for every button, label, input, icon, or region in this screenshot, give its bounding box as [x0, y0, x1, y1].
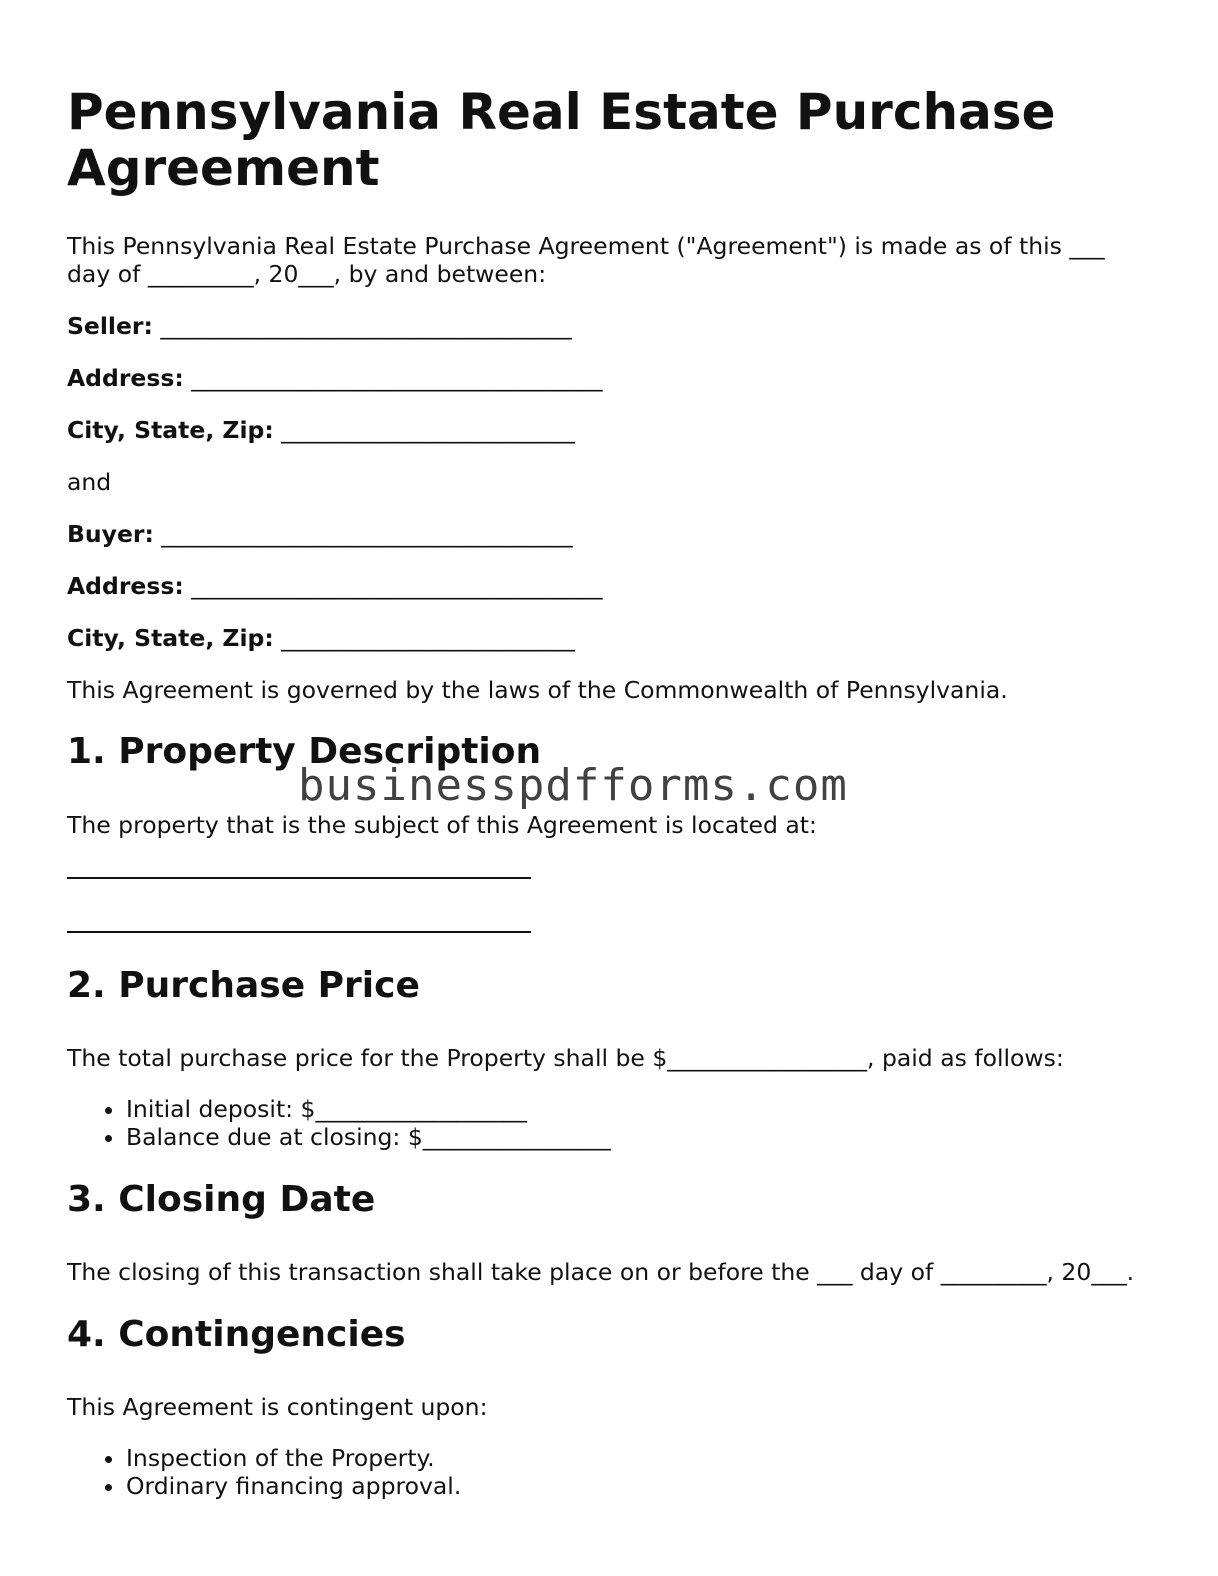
seller-address-field[interactable]: [67, 364, 1147, 392]
closing-text: The closing of this transaction shall take place on or before the ___ day of _________, 20___.: [67, 1258, 1135, 1286]
seller-name-label: Seller:: [67, 312, 153, 340]
seller-city-label: City, State, Zip:: [67, 416, 274, 444]
property-address-line-1[interactable]: [67, 877, 531, 879]
section-heading-closing: 3. Closing Date: [67, 1179, 376, 1220]
section-heading-price: 2. Purchase Price: [67, 965, 420, 1006]
buyer-address-blank[interactable]: ___________________________________: [183, 572, 603, 600]
buyer-name-field[interactable]: [67, 520, 1147, 548]
buyer-name-blank[interactable]: ___________________________________: [153, 520, 573, 548]
seller-city-field[interactable]: [67, 416, 1147, 444]
contingency-item-financing: • Ordinary financing approval.: [126, 1472, 1147, 1500]
section-heading-property: 1. Property Description: [67, 731, 542, 772]
buyer-address-field[interactable]: [67, 572, 1147, 600]
contingencies-list: [67, 1444, 1147, 1500]
governing-law-text: This Agreement is governed by the laws of the Commonwealth of Pennsylvania.: [67, 676, 1008, 704]
property-address-line-2[interactable]: [67, 931, 531, 933]
seller-city-blank[interactable]: _________________________: [273, 416, 575, 444]
seller-name-field[interactable]: [67, 312, 1147, 340]
section-heading-contingencies: 4. Contingencies: [67, 1314, 406, 1355]
buyer-city-label: City, State, Zip:: [67, 624, 274, 652]
seller-name-blank[interactable]: ___________________________________: [152, 312, 572, 340]
intro-paragraph: This Pennsylvania Real Estate Purchase Agreement ("Agreement") is made as of this ___ day of _________, 20___, by and between:: [67, 232, 1105, 288]
buyer-city-blank[interactable]: _________________________: [273, 624, 575, 652]
price-item-balance: • Balance due at closing: $________________: [126, 1123, 1147, 1151]
buyer-address-label: Address:: [67, 572, 184, 600]
price-list: [67, 1095, 1147, 1151]
watermark: businesspdfforms.com: [298, 760, 848, 811]
and-text: and: [67, 468, 112, 496]
contingency-item-inspection: • Inspection of the Property.: [126, 1444, 1147, 1472]
price-text: The total purchase price for the Property shall be $_________________, paid as follows:: [67, 1044, 1064, 1072]
seller-address-blank[interactable]: ___________________________________: [183, 364, 603, 392]
seller-address-label: Address:: [67, 364, 184, 392]
price-item-deposit: • Initial deposit: $__________________: [126, 1095, 1147, 1123]
buyer-city-field[interactable]: [67, 624, 1147, 652]
property-text: The property that is the subject of this Agreement is located at:: [67, 811, 817, 839]
buyer-name-label: Buyer:: [67, 520, 154, 548]
contingencies-text: This Agreement is contingent upon:: [67, 1393, 488, 1421]
page-title: Pennsylvania Real Estate Purchase Agreement: [67, 83, 1056, 197]
